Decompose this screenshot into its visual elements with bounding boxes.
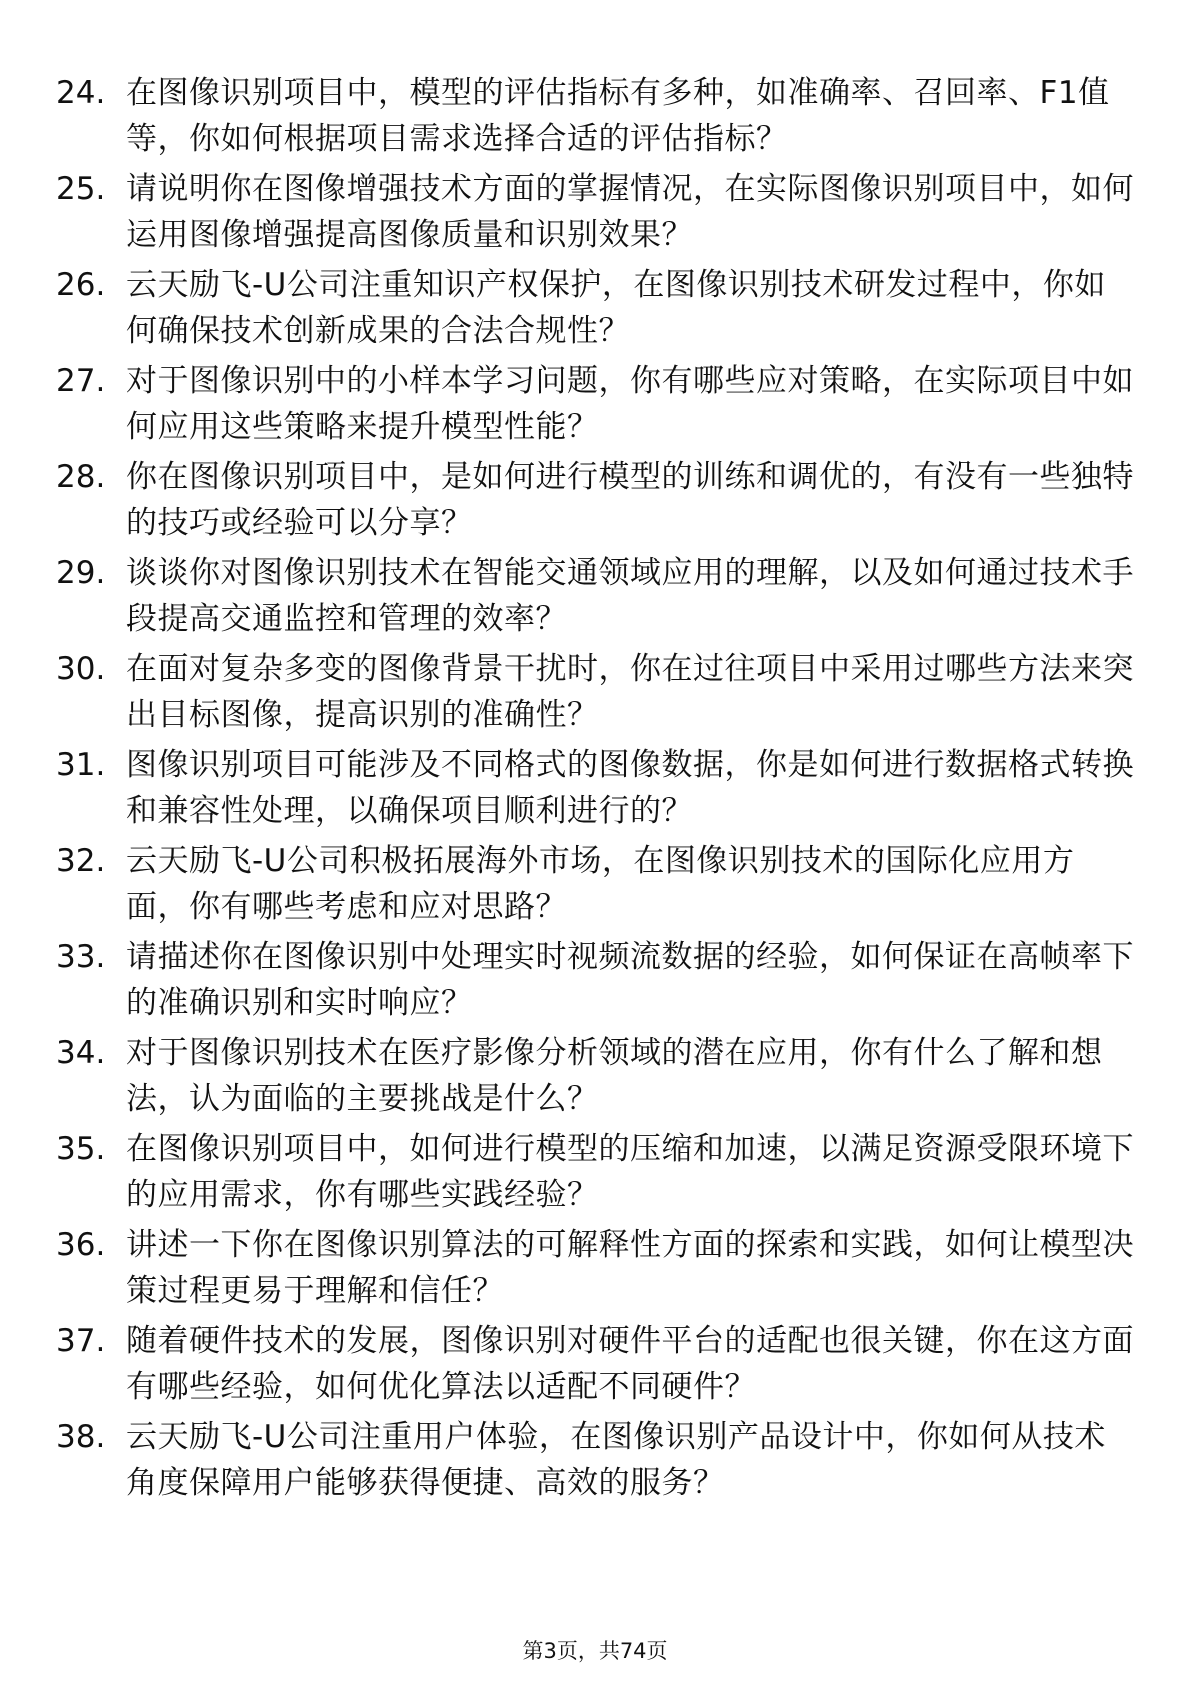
question-text: 对于图像识别中的小样本学习问题，你有哪些应对策略，在实际项目中如何应用这些策略来提升模型性能？ — [126, 363, 1134, 445]
question-text: 随着硬件技术的发展，图像识别对硬件平台的适配也很关键，你在这方面有哪些经验，如何优化算法以适配不同硬件？ — [126, 1323, 1134, 1405]
question-text: 云天励飞-U公司注重用户体验，在图像识别产品设计中，你如何从技术角度保障用户能够获得便捷、高效的服务？ — [126, 1419, 1106, 1501]
question-number: 25. — [56, 171, 106, 207]
question-item — [56, 550, 1136, 646]
question-text: 图像识别项目可能涉及不同格式的图像数据，你是如何进行数据格式转换和兼容性处理，以确保项目顺利进行的？ — [126, 747, 1134, 829]
question-text: 云天励飞-U公司注重知识产权保护，在图像识别技术研发过程中，你如何确保技术创新成果的合法合规性？ — [126, 267, 1106, 349]
question-text: 谈谈你对图像识别技术在智能交通领域应用的理解，以及如何通过技术手段提高交通监控和管理的效率？ — [126, 555, 1134, 637]
question-item — [56, 1126, 1136, 1222]
question-item — [56, 646, 1136, 742]
question-number: 34. — [56, 1035, 106, 1071]
question-item — [56, 70, 1136, 166]
question-text: 讲述一下你在图像识别算法的可解释性方面的探索和实践，如何让模型决策过程更易于理解和信任？ — [126, 1227, 1134, 1309]
question-number: 37. — [56, 1323, 106, 1359]
question-text: 对于图像识别技术在医疗影像分析领域的潜在应用，你有什么了解和想法，认为面临的主要挑战是什么？ — [126, 1035, 1103, 1117]
question-item — [56, 838, 1136, 934]
question-list — [56, 70, 1136, 1510]
question-number: 29. — [56, 555, 106, 591]
question-number: 32. — [56, 843, 106, 879]
question-item — [56, 454, 1136, 550]
question-text: 在面对复杂多变的图像背景干扰时，你在过往项目中采用过哪些方法来突出目标图像，提高识别的准确性？ — [126, 651, 1134, 733]
question-item — [56, 358, 1136, 454]
question-item — [56, 934, 1136, 1030]
question-number: 35. — [56, 1131, 106, 1167]
question-text: 请描述你在图像识别中处理实时视频流数据的经验，如何保证在高帧率下的准确识别和实时响应？ — [126, 939, 1134, 1021]
question-number: 26. — [56, 267, 106, 303]
page-footer — [0, 1636, 1190, 1666]
question-item — [56, 742, 1136, 838]
question-number: 24. — [56, 75, 106, 111]
question-item — [56, 1030, 1136, 1126]
question-number: 28. — [56, 459, 106, 495]
page-number-label: 第3页，共74页 — [522, 1639, 668, 1663]
question-item — [56, 1414, 1136, 1510]
question-text: 在图像识别项目中，模型的评估指标有多种，如准确率、召回率、F1值等，你如何根据项目需求选择合适的评估指标？ — [126, 75, 1110, 157]
question-number: 31. — [56, 747, 106, 783]
question-text: 请说明你在图像增强技术方面的掌握情况，在实际图像识别项目中，如何运用图像增强提高图像质量和识别效果？ — [126, 171, 1134, 253]
question-text: 在图像识别项目中，如何进行模型的压缩和加速，以满足资源受限环境下的应用需求，你有哪些实践经验？ — [126, 1131, 1134, 1213]
question-number: 33. — [56, 939, 106, 975]
question-text: 云天励飞-U公司积极拓展海外市场，在图像识别技术的国际化应用方面，你有哪些考虑和应对思路？ — [126, 843, 1075, 925]
question-text: 你在图像识别项目中，是如何进行模型的训练和调优的，有没有一些独特的技巧或经验可以分享？ — [126, 459, 1134, 541]
question-number: 30. — [56, 651, 106, 687]
question-item — [56, 1222, 1136, 1318]
question-number: 36. — [56, 1227, 106, 1263]
question-number: 27. — [56, 363, 106, 399]
question-item — [56, 1318, 1136, 1414]
question-number: 38. — [56, 1419, 106, 1455]
question-item — [56, 166, 1136, 262]
question-item — [56, 262, 1136, 358]
